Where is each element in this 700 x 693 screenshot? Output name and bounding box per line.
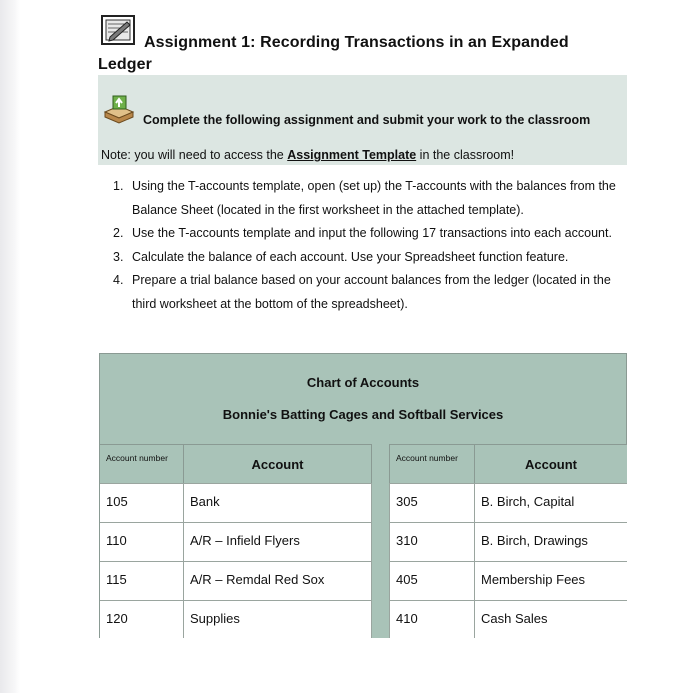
account-name-cell: Bank [184,483,372,522]
column-divider [372,444,389,638]
step-number: 1. [113,179,124,193]
step-number: 3. [113,249,124,264]
instruction-text: Complete the following assignment and submit your work to the classroom [143,113,591,127]
account-name-cell: Membership Fees [475,561,627,600]
chart-title: Chart of Accounts [306,375,420,390]
note-suffix: in the classroom! [416,148,515,162]
account-number-cell: 305 [389,483,475,522]
submit-tray-icon [102,94,136,126]
page-title: Assignment 1: Recording Transactions in an Expanded Ledger [98,34,569,73]
template-note [101,148,514,162]
account-name-cell: Supplies [184,600,372,638]
step-text: Prepare a trial balance based on your account balances from the ledger (located in the third worksheet at the bottom of the spreadsheet). [132,273,611,311]
account-name-cell: A/R – Infield Flyers [184,522,372,561]
step-text: Use the T-accounts template and input the following 17 transactions into each account. [132,226,612,240]
account-number-cell: 110 [100,522,184,561]
step-text: Using the T-accounts template, open (set up) the T-accounts with the balances from the Balance Sheet (located in the first worksheet in the attached template). [132,179,616,217]
assignment-template-link[interactable]: Assignment Template [287,148,417,162]
account-number-cell: 105 [100,483,184,522]
step-number: 2. [113,226,124,240]
account-number-cell: 410 [389,600,475,638]
right-account-header: Account [475,444,627,483]
account-number-cell: 115 [100,561,184,600]
instruction-steps [109,175,629,316]
account-name-cell: A/R – Remdal Red Sox [184,561,372,600]
account-name-cell: B. Birch, Drawings [475,522,627,561]
step-text: Calculate the balance of each account. Use your Spreadsheet function feature. [132,249,569,264]
left-account-number-header: Account number [100,444,184,483]
step-item [109,222,629,246]
left-account-header: Account [184,444,372,483]
page-edge-shadow [0,0,20,693]
step-number: 4. [113,273,124,287]
business-name: Bonnie's Batting Cages and Softball Services [222,407,504,422]
right-account-number-header: Account number [389,444,475,483]
step-item [109,246,629,270]
account-number-cell: 310 [389,522,475,561]
instructions-banner [98,75,627,165]
account-number-cell: 405 [389,561,475,600]
account-number-cell: 120 [100,600,184,638]
step-item [109,269,629,316]
account-name-cell: B. Birch, Capital [475,483,627,522]
account-name-cell: Cash Sales [475,600,627,638]
step-item [109,175,629,222]
note-prefix: Note: you will need to access the [101,148,288,162]
chart-of-accounts-table [99,353,627,638]
